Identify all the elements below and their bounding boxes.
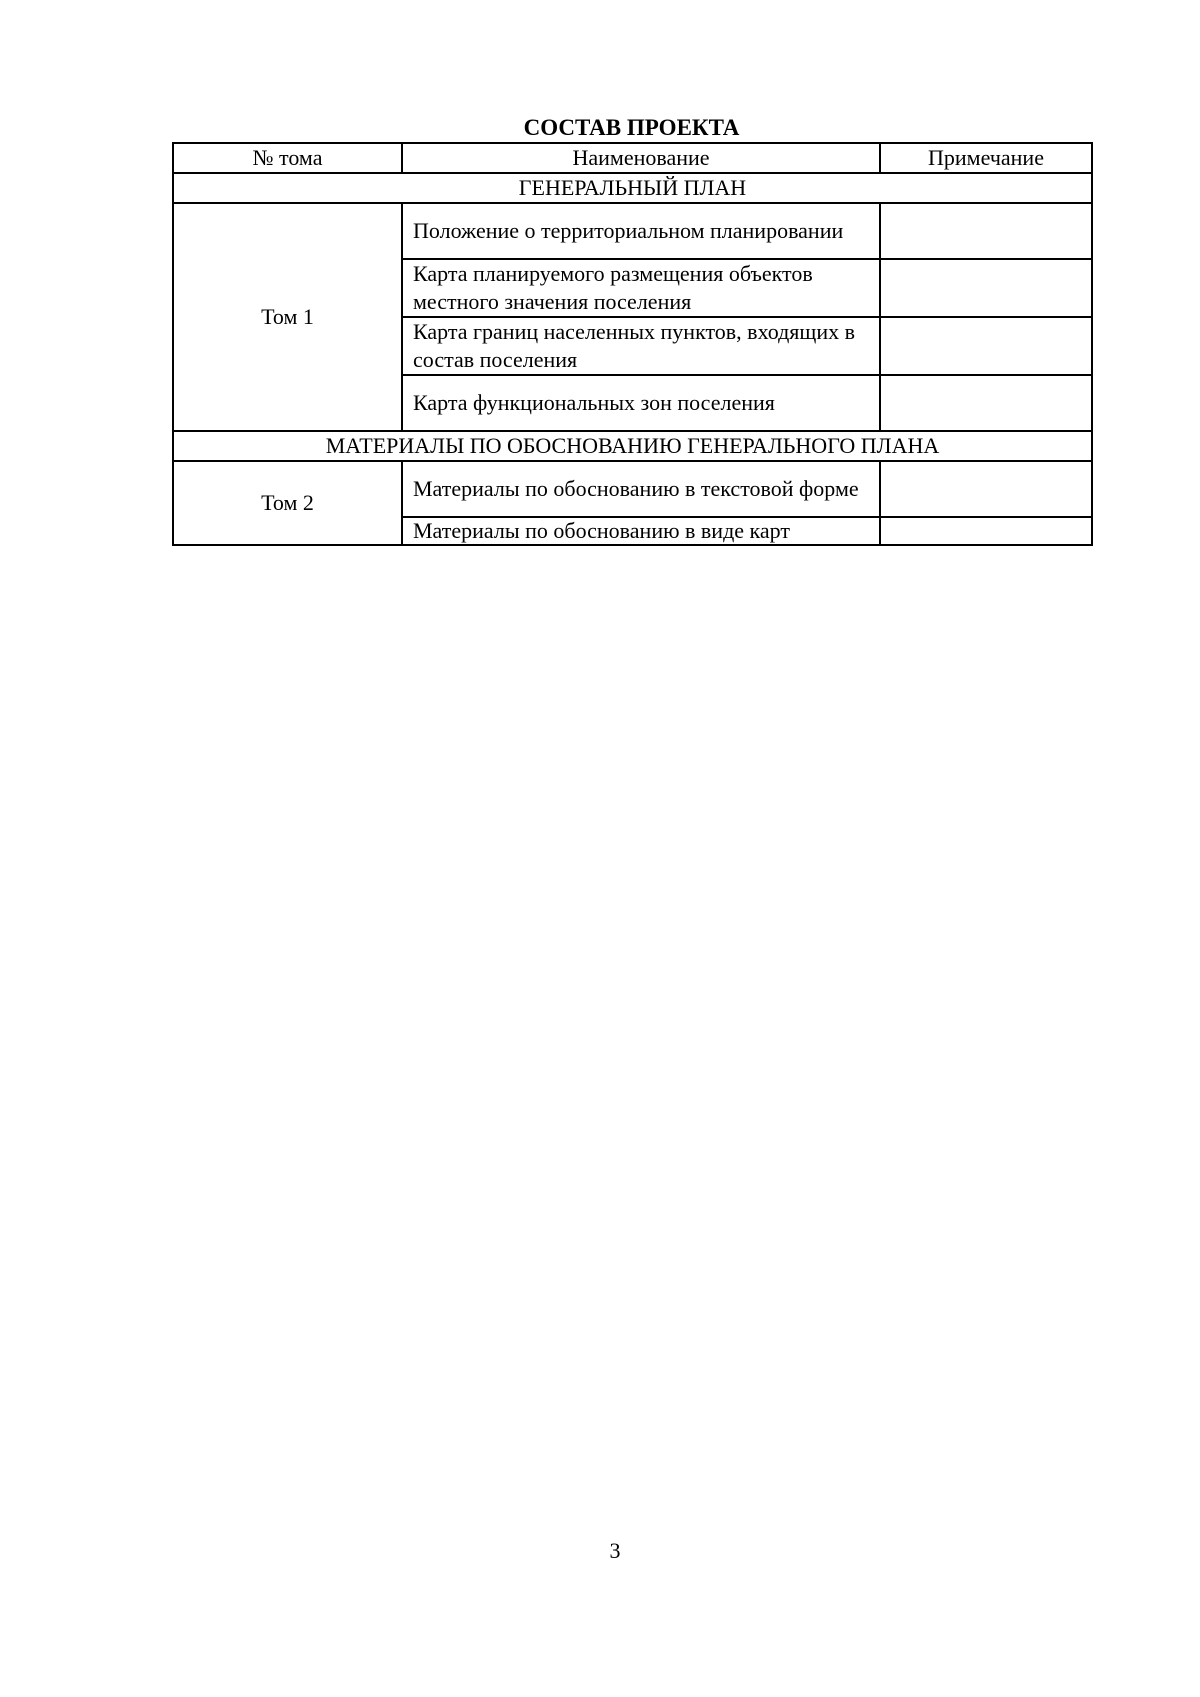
project-composition-table [172, 142, 1093, 546]
item-name: Материалы по обоснованию в текстовой форме [402, 461, 880, 517]
item-note [880, 259, 1092, 317]
volume-cell: Том 1 [173, 203, 402, 431]
item-name: Материалы по обоснованию в виде карт [402, 517, 880, 545]
header-note: Примечание [880, 143, 1092, 173]
header-volume-number: № тома [173, 143, 402, 173]
item-name: Положение о территориальном планировании [402, 203, 880, 259]
item-note [880, 317, 1092, 375]
table-header-row [173, 143, 1092, 173]
page-title: СОСТАВ ПРОЕКТА [523, 115, 740, 140]
page-number: 3 [609, 1538, 621, 1563]
item-name: Карта функциональных зон поселения [402, 375, 880, 431]
section-row [173, 431, 1092, 461]
section-title-general-plan: ГЕНЕРАЛЬНЫЙ ПЛАН [173, 173, 1092, 203]
item-name: Карта планируемого размещения объектов местного значения поселения [402, 259, 880, 317]
item-note [880, 517, 1092, 545]
section-title-justification: МАТЕРИАЛЫ ПО ОБОСНОВАНИЮ ГЕНЕРАЛЬНОГО ПЛАНА [173, 431, 1092, 461]
volume-cell: Том 2 [173, 461, 402, 545]
item-note [880, 461, 1092, 517]
section-row [173, 173, 1092, 203]
table-row [173, 461, 1092, 517]
table-row [173, 203, 1092, 259]
item-note [880, 203, 1092, 259]
header-name: Наименование [402, 143, 880, 173]
item-name: Карта границ населенных пунктов, входящих в состав поселения [402, 317, 880, 375]
item-note [880, 375, 1092, 431]
